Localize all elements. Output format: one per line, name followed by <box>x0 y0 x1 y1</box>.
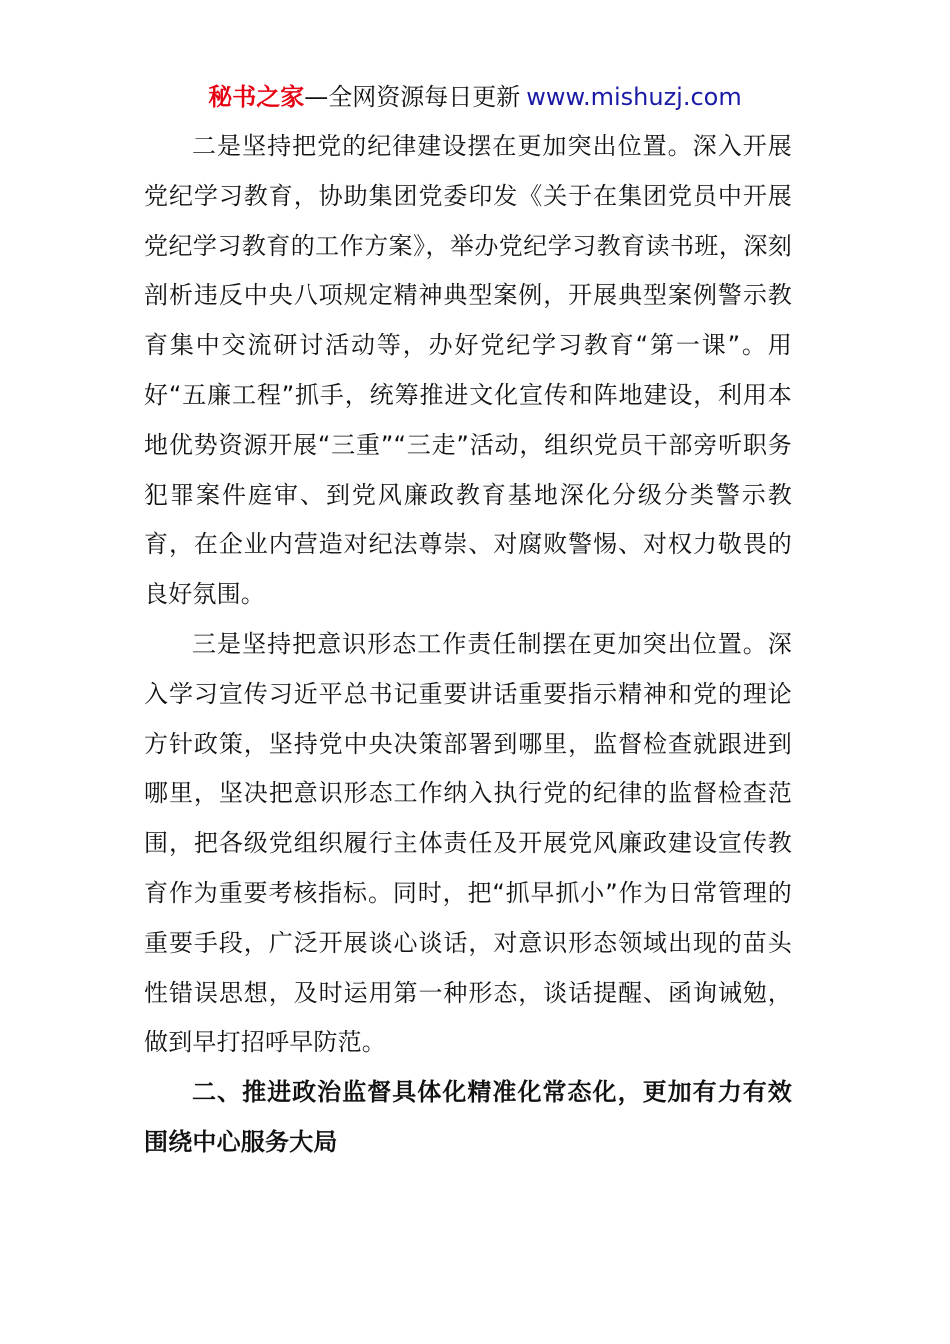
section-heading: 二、推进政治监督具体化精准化常态化，更加有力有效围绕中心服务大局 <box>144 1078 792 1156</box>
site-tagline: —全网资源每日更新 <box>304 83 521 111</box>
site-url-link[interactable]: www.mishuzj.com <box>526 83 742 111</box>
paragraph-ideology: 三是坚持把意识形态工作责任制摆在更加突出位置。深入学习宣传习近平总书记重要讲话重要指示精神和党的理论方针政策，坚持党中央决策部署到哪里，监督检查就跟进到哪里，坚决把意识形态工作纳入执行党的纪律的监督检查范围，把各级党组织履行主体责任及开展党风廉政建设宣传教育作为重要考核指标。同时，把“抓早抓小”作为日常管理的重要手段，广泛开展谈心谈话，对意识形态领域出现的苗头性错误思想，及时运用第一种形态，谈话提醒、函询诫勉，做到早打招呼早防范。 <box>144 629 792 1057</box>
paragraph-discipline: 二是坚持把党的纪律建设摆在更加突出位置。深入开展党纪学习教育，协助集团党委印发《关于在集团党员中开展党纪学习教育的工作方案》，举办党纪学习教育读书班，深刻剖析违反中央八项规定精神典型案例，开展典型案例警示教育集中交流研讨活动等，办好党纪学习教育“第一课”。用好“五廉工程”抓手，统筹推进文化宣传和阵地建设，利用本地优势资源开展“三重”“三走”活动，组织党员干部旁听职务犯罪案件庭审、到党风廉政教育基地深化分级分类警示教育，在企业内营造对纪法尊崇、对腐败警惕、对权力敬畏的良好氛围。 <box>144 132 792 609</box>
document-body <box>144 122 792 1168</box>
site-brand: 秘书之家 <box>208 83 305 111</box>
site-header <box>0 80 950 114</box>
